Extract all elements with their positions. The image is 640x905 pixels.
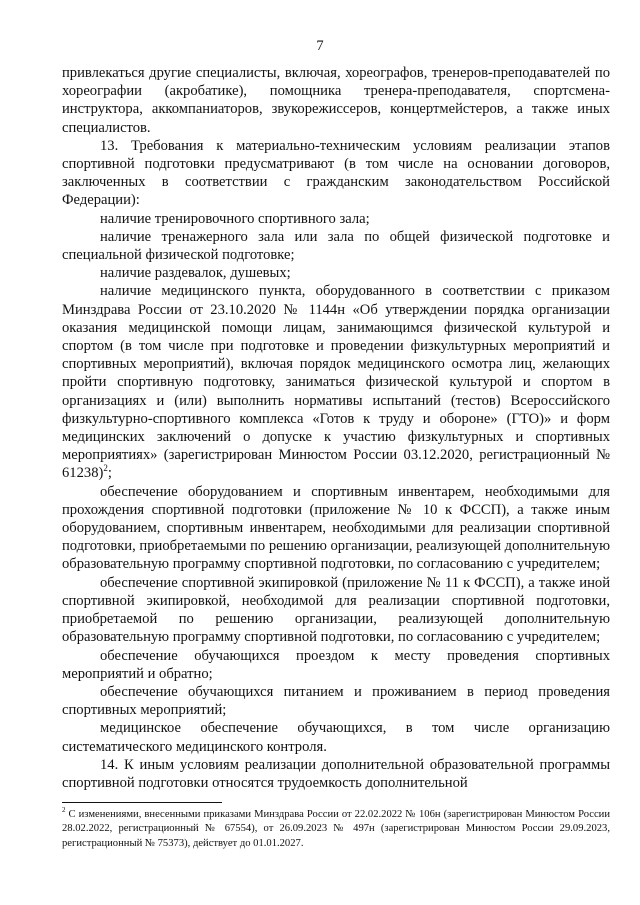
paragraph: наличие тренировочного спортивного зала;: [100, 210, 370, 227]
paragraph: 13. Требования к материально-техническим условиям реализации этапов спортивной подготовки предусматривают (в том числе на основании договоров, заключенных в соответствии с гражданским законодательством Российской Федерации):: [62, 137, 610, 209]
page-number: 7: [316, 38, 324, 54]
paragraph: обеспечение спортивной экипировкой (приложение № 11 к ФССП), а также иной спортивной экипировкой, необходимой для реализации спортивной подготовки, приобретаемой по решению организации, реализующей дополнительную образовательную программу спортивной подготовки, по согласованию с учредителем;: [62, 574, 610, 646]
paragraph: привлекаться другие специалисты, включая, хореографов, тренеров-преподавателей по хореографии (акробатике), помощника тренера-преподавателя, спортсмена-инструктора, аккомпаниаторов, звукорежиссеров, концертмейстеров, а также иных специалистов.: [62, 65, 610, 136]
footnote: [62, 808, 610, 851]
paragraph: обеспечение обучающихся проездом к месту проведения спортивных мероприятий и обратно;: [62, 647, 610, 682]
paragraph-text: наличие медицинского пункта, оборудованного в соответствии с приказом Минздрава России от 23.10.2020 № 1144н «Об утверждении порядка организации оказания медицинской помощи лицам, занимающимся физической культурой и спортом (в том числе при подготовке и проведении физкультурных мероприятий и спортивных мероприятий), включая порядок медицинского осмотра лиц, желающих пройти спортивную подготовку, заниматься физической культурой и спортом в организациях и (или) выполнить нормативы испытаний (тестов) Всероссийского физкультурно-спортивного комплекса «Готов к труду и обороне» (ГТО)» и форм медицинских заключений о допуске к участию физкультурных и спортивных мероприятиях» (зарегистрирован Минюстом России 03.12.2020, регистрационный № 61238): [62, 283, 610, 482]
paragraph-tail: ;: [107, 465, 112, 482]
document-body: [62, 64, 610, 792]
footnote-divider: [62, 802, 222, 803]
paragraph: обеспечение обучающихся питанием и проживанием в период проведения спортивных мероприятий;: [62, 683, 610, 719]
paragraph-with-footnote: [62, 282, 610, 482]
paragraph: наличие тренажерного зала или зала по общей физической подготовке и специальной физической подготовке;: [62, 228, 610, 264]
paragraph: 14. К иным условиям реализации дополнительной образовательной программы спортивной подготовки относятся трудоемкость дополнительной: [62, 756, 610, 791]
footnote-text: С изменениями, внесенными приказами Минздрава России от 22.02.2022 № 106н (зарегистрирован Минюстом России 28.02.2022, регистрационный № 67554), от 26.09.2023 № 497н (зарегистрирован Минюстом России 29.09.2023, регистрационный № 75373), действует до 01.01.2027.: [62, 809, 610, 849]
footnote-reference: 2: [103, 463, 108, 474]
paragraph: обеспечение оборудованием и спортивным инвентарем, необходимыми для прохождения спортивной подготовки (приложение № 10 к ФССП), а также иным оборудованием, спортивным инвентарем, необходимыми для реализации спортивной подготовки, приобретаемыми по решению организации, реализующей дополнительную образовательную программу спортивной подготовки, по согласованию с учредителем;: [62, 483, 610, 573]
paragraph: медицинское обеспечение обучающихся, в том числе организацию систематического медицинского контроля.: [62, 720, 610, 755]
paragraph: наличие раздевалок, душевых;: [100, 265, 291, 282]
footnote-mark: 2: [62, 806, 66, 815]
